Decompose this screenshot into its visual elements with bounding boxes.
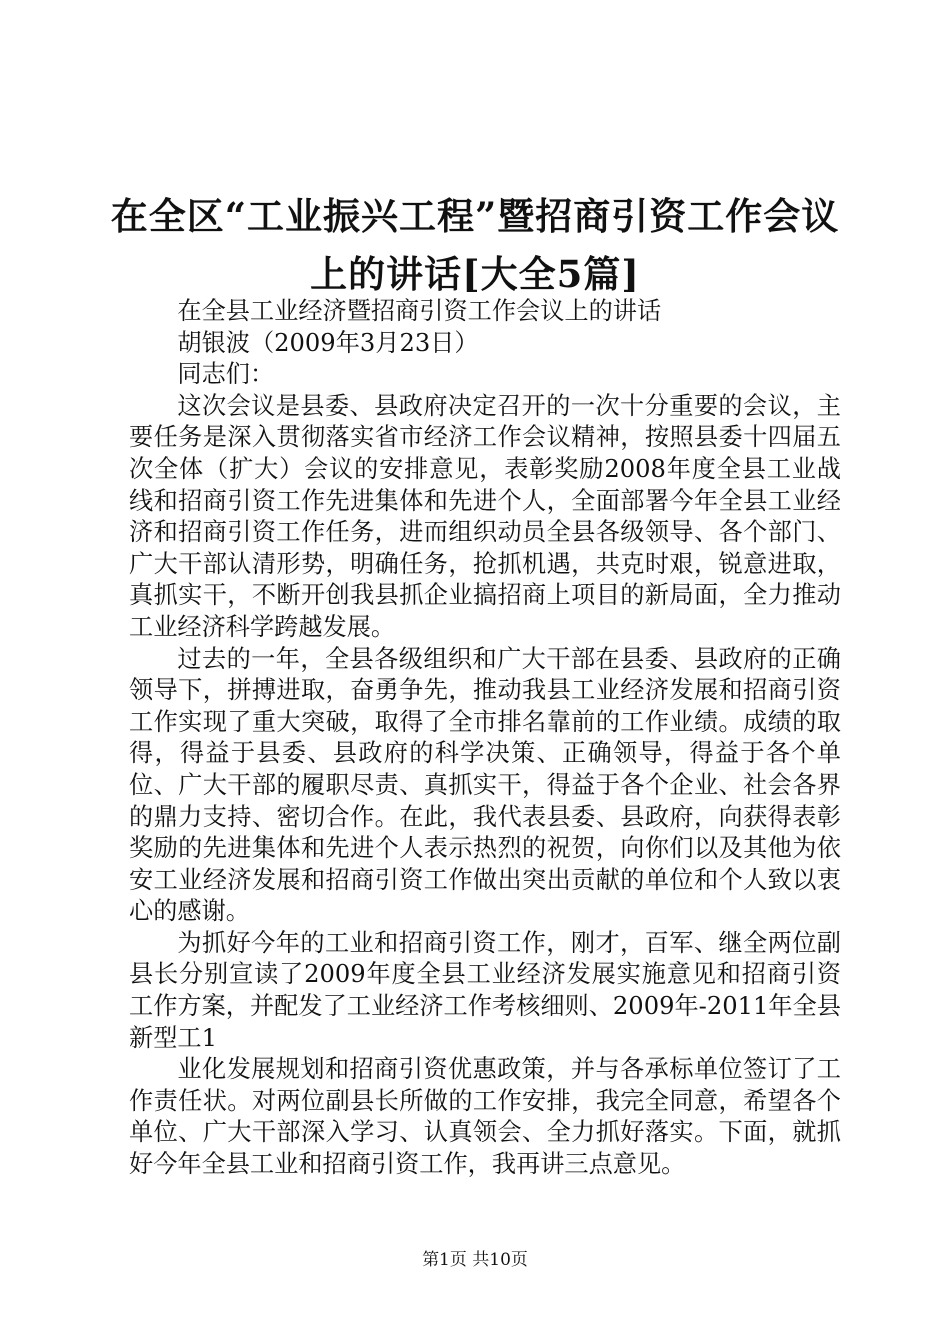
- body-paragraph: 业化发展规划和招商引资优惠政策，并与各承标单位签订了工作责任状。对两位副县长所做的工作安排，我完全同意，希望各个单位、广大干部深入学习、认真领会、全力抓好落实。下面，就抓好今年全县工业和招商引资工作，我再讲三点意见。: [129, 1055, 841, 1179]
- body-paragraph: 这次会议是县委、县政府决定召开的一次十分重要的会议，主要任务是深入贯彻落实省市经济工作会议精神，按照县委十四届五次全体（扩大）会议的安排意见，表彰奖励2008年度全县工业战线和招商引资工作先进集体和先进个人，全面部署今年全县工业经济和招商引资工作任务，进而组织动员全县各级领导、各个部门、广大干部认清形势，明确任务，抢抓机遇，共克时艰，锐意进取，真抓实干，不断开创我县抓企业搞招商上项目的新局面，全力推动工业经济科学跨越发展。: [129, 391, 841, 641]
- author-date-paragraph: 胡银波（2009年3月23日）: [177, 328, 479, 357]
- subtitle-paragraph: 在全县工业经济暨招商引资工作会议上的讲话: [177, 297, 662, 325]
- document-title-line-2: 上的讲话[大全5篇]: [310, 252, 640, 296]
- salutation-paragraph: 同志们：: [177, 360, 275, 389]
- document-title-line-1: 在全区“工业振兴工程”暨招商引资工作会议: [110, 194, 840, 238]
- document-body: [129, 296, 841, 1181]
- body-paragraph: 过去的一年，全县各级组织和广大干部在县委、县政府的正确领导下，拼搏进取，奋勇争先，推动我县工业经济发展和招商引资工作实现了重大突破，取得了全市排名靠前的工作业绩。成绩的取得，得益于县委、县政府的科学决策、正确领导，得益于各个单位、广大干部的履职尽责、真抓实干，得益于各个企业、社会各界的鼎力支持、密切合作。在此，我代表县委、县政府，向获得表彰奖励的先进集体和先进个人表示热烈的祝贺，向你们以及其他为依安工业经济发展和招商引资工作做出突出贡献的单位和个人致以衷心的感谢。: [129, 644, 841, 926]
- body-paragraph: 为抓好今年的工业和招商引资工作，刚才，百军、继全两位副县长分别宣读了2009年度全县工业经济发展实施意见和招商引资工作方案，并配发了工业经济工作考核细则、2009年-2011年全县新型工1: [129, 928, 841, 1052]
- page-footer: 第1页 共10页: [422, 1250, 528, 1270]
